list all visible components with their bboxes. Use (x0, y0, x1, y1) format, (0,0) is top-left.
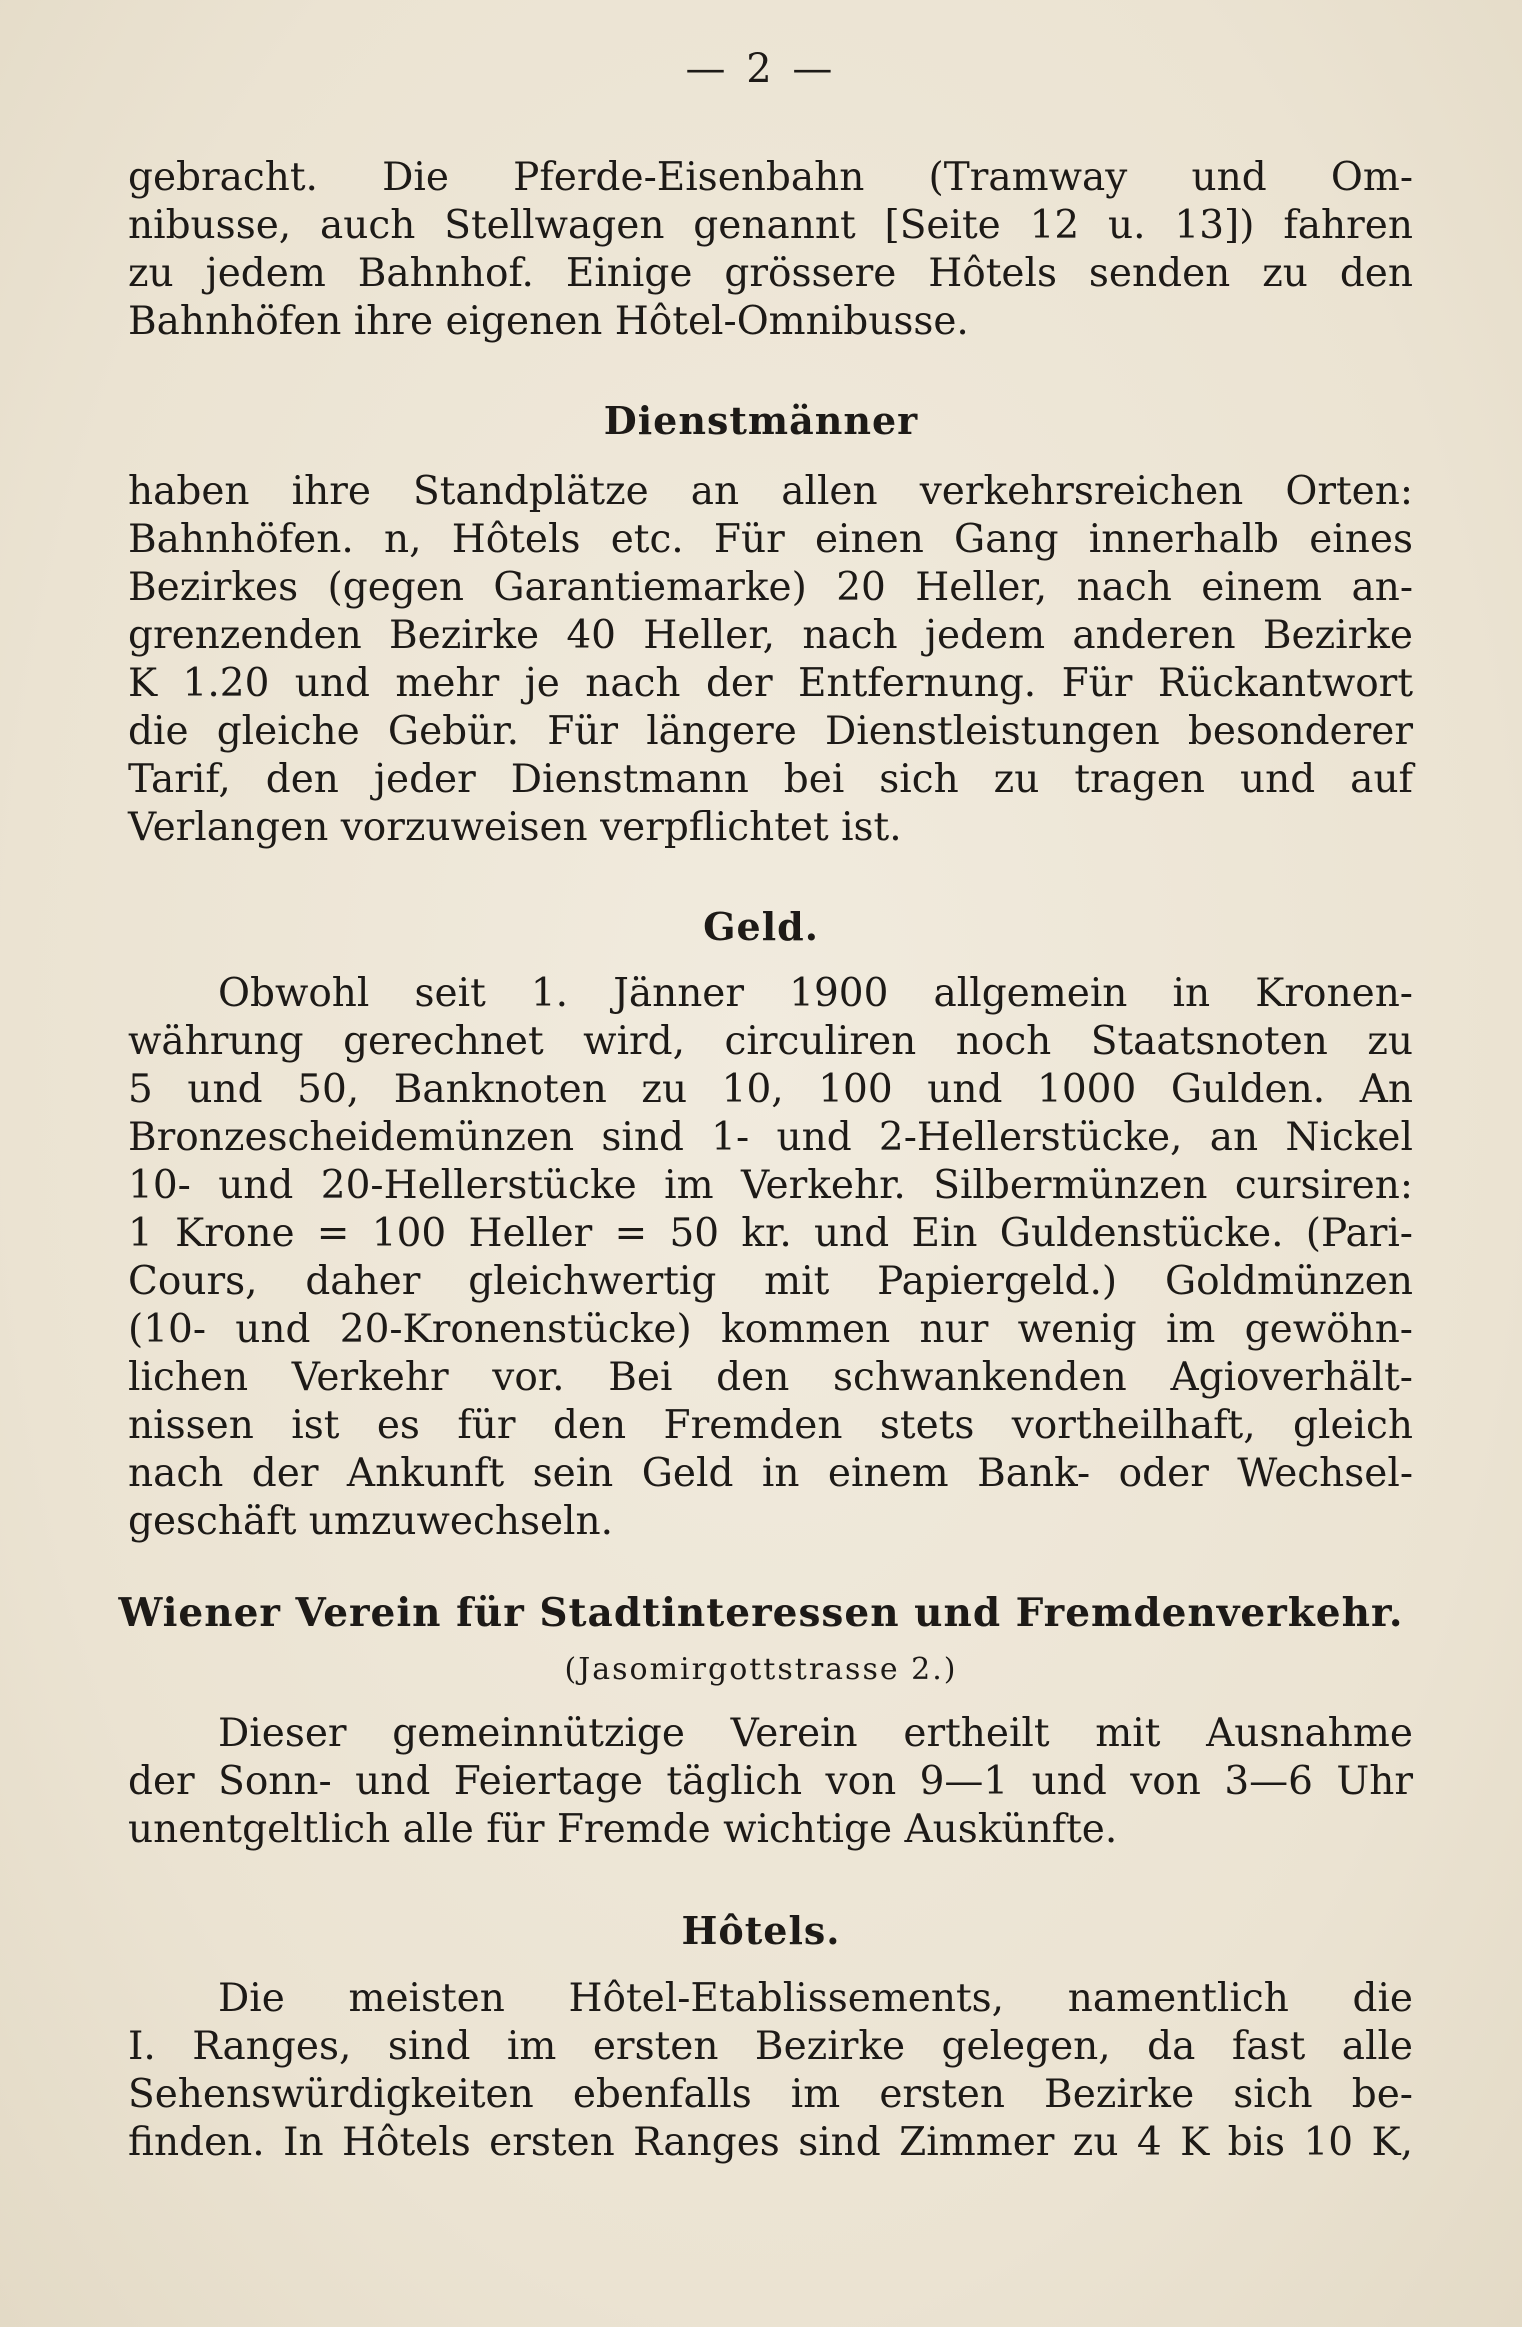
geld-paragraph (128, 970, 1413, 1546)
text-line: 1 Krone = 100 Heller = 50 kr. und Ein Guldenstücke. (Pari- (128, 1211, 1413, 1256)
heading-verein: Wiener Verein für Stadtinteressen und Fremdenverkehr. (118, 1590, 1404, 1636)
text-line: Sehenswürdigkeiten ebenfalls im ersten Bezirke sich be- (128, 2072, 1413, 2117)
text-line: I. Ranges, sind im ersten Bezirke gelegen, da fast alle (128, 2024, 1413, 2069)
heading-geld: Geld. (703, 904, 819, 949)
text-line: nissen ist es für den Fremden stets vortheilhaft, gleich (128, 1403, 1413, 1448)
text-line: (10- und 20-Kronenstücke) kommen nur wenig im gewöhn- (128, 1307, 1413, 1352)
text-line: zu jedem Bahnhof. Einige grössere Hôtels senden zu den (128, 251, 1413, 296)
verein-address: (Jasomirgottstrasse 2.) (564, 1652, 958, 1687)
text-line: währung gerechnet wird, circuliren noch Staatsnoten zu (128, 1019, 1413, 1064)
text-line: 10- und 20-Hellerstücke im Verkehr. Silbermünzen cursiren: (128, 1163, 1413, 1208)
text-line: Bezirkes (gegen Garantiemarke) 20 Heller, nach einem an- (128, 565, 1413, 610)
text-line: gebracht. Die Pferde-Eisenbahn (Tramway und Om- (128, 155, 1413, 200)
text-line: Bahnhöfen ihre eigenen Hôtel-Omnibusse. (128, 299, 969, 344)
dienstmaenner-paragraph (128, 468, 1413, 852)
text-line: finden. In Hôtels ersten Ranges sind Zimmer zu 4 K bis 10 K, (128, 2120, 1413, 2165)
text-line: K 1.20 und mehr je nach der Entfernung. Für Rückantwort (128, 661, 1413, 706)
text-line: Verlangen vorzuweisen verpflichtet ist. (128, 805, 902, 850)
text-line: geschäft umzuwechseln. (128, 1499, 614, 1544)
text-line: unentgeltlich alle für Fremde wichtige Auskünfte. (128, 1807, 1118, 1852)
heading-dienstmaenner: Dienstmänner (603, 398, 919, 443)
text-line: Die meisten Hôtel-Etablissements, namentlich die (218, 1976, 1413, 2021)
text-line: grenzenden Bezirke 40 Heller, nach jedem anderen Bezirke (128, 613, 1413, 658)
text-line: der Sonn- und Feiertage täglich von 9—1 und von 3—6 Uhr (128, 1759, 1413, 1804)
text-line: nach der Ankunft sein Geld in einem Bank- oder Wechsel- (128, 1451, 1413, 1496)
text-line: Bronzescheidemünzen sind 1- und 2-Hellerstücke, an Nickel (128, 1115, 1413, 1160)
text-line: die gleiche Gebür. Für längere Dienstleistungen besonderer (128, 709, 1413, 754)
text-line: Tarif, den jeder Dienstmann bei sich zu tragen und auf (128, 757, 1413, 802)
heading-hotels: Hôtels. (681, 1908, 841, 1953)
text-line: nibusse, auch Stellwagen genannt [Seite 12 u. 13]) fahren (128, 203, 1413, 248)
text-line: 5 und 50, Banknoten zu 10, 100 und 1000 Gulden. An (128, 1067, 1413, 1112)
hotels-paragraph (128, 1975, 1413, 2167)
text-line: Obwohl seit 1. Jänner 1900 allgemein in Kronen- (218, 971, 1413, 1016)
intro-paragraph (128, 154, 1413, 346)
text-line: lichen Verkehr vor. Bei den schwankenden Agioverhält- (128, 1355, 1413, 1400)
page-number: — 2 — (685, 46, 837, 92)
text-line: Cours, daher gleichwertig mit Papiergeld.) Goldmünzen (128, 1259, 1413, 1304)
text-line: Bahnhöfen. n, Hôtels etc. Für einen Gang innerhalb eines (128, 517, 1413, 562)
text-line: haben ihre Standplätze an allen verkehrsreichen Orten: (128, 469, 1413, 514)
verein-paragraph (128, 1710, 1413, 1854)
text-line: Dieser gemeinnützige Verein ertheilt mit Ausnahme (218, 1711, 1413, 1756)
